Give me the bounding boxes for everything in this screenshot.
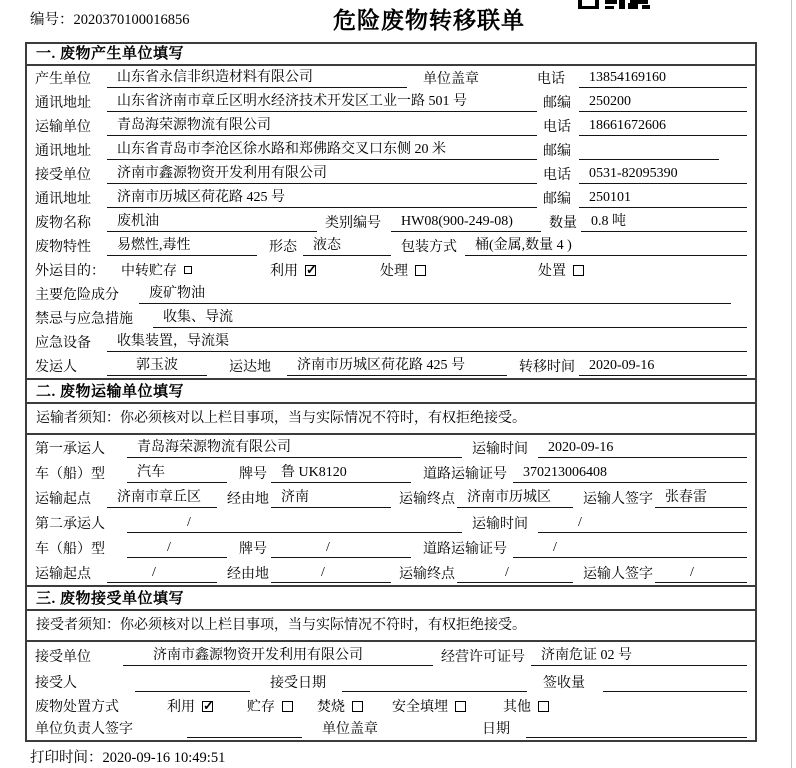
field-value: 济南市历城区: [457, 488, 573, 508]
field-label: 类别编号: [325, 216, 381, 231]
field-label: 第二承运人: [35, 516, 105, 532]
field-value: [526, 718, 747, 738]
checkbox-label: 处置: [538, 264, 566, 279]
row-vehicle-type-1: [27, 460, 755, 485]
serial-label: 编号：: [30, 12, 74, 28]
section3-header: 三. 废物接受单位填写: [27, 585, 755, 611]
field-value: /: [107, 563, 217, 583]
checkbox-label: 焚烧: [317, 700, 345, 715]
field-value: 废矿物油: [139, 284, 731, 304]
row-disposal-method: [27, 694, 755, 718]
purpose-option-utilize: [270, 260, 316, 280]
field-label: 运输人签字: [583, 566, 653, 582]
field-value: 山东省永信非织造材料有限公司: [107, 68, 407, 88]
row-transfer-purpose: [27, 258, 755, 282]
field-label: 数量: [549, 216, 577, 231]
field-value: /: [127, 513, 462, 533]
checkbox-label: 利用: [167, 700, 195, 715]
field-label: 主要危险成分: [35, 288, 119, 303]
print-time-label: 打印时间：: [30, 750, 103, 766]
field-value: 2020-09-16: [538, 438, 747, 458]
transfer-form-table: [25, 42, 757, 742]
field-value: /: [271, 538, 411, 558]
field-label: 第一承运人: [35, 441, 105, 457]
field-value: 济南市章丘区: [107, 488, 217, 508]
field-value: 废机油: [107, 212, 317, 232]
field-value: /: [513, 538, 747, 558]
field-label: 道路运输证号: [423, 466, 507, 482]
field-label: 经营许可证号: [441, 649, 525, 665]
field-label: 废物特性: [35, 240, 91, 255]
row-responsible-signature: [27, 718, 755, 738]
field-label: 形态: [269, 240, 297, 255]
transporter-notice: 运输者须知：你必须核对以上栏目事项，当与实际情况不符时，有权拒绝接受。: [27, 404, 755, 435]
page-edge-artifact: [791, 0, 792, 768]
print-time-value: 2020-09-16 10:49:51: [102, 750, 226, 766]
field-value: 0.8 吨: [581, 212, 747, 232]
field-value: 250200: [579, 92, 747, 112]
field-value: 13854169160: [579, 68, 747, 88]
field-label: 废物名称: [35, 216, 91, 231]
serial-value: 2020370100016856: [73, 12, 190, 28]
row-producer-address: [27, 90, 755, 114]
field-label: 运输起点: [35, 491, 91, 507]
field-value: 鲁 UK8120: [271, 463, 411, 483]
field-label: 单位盖章: [423, 72, 479, 87]
field-value: 汽车: [127, 463, 227, 483]
row-transport-address: [27, 138, 755, 162]
checkbox-label: 其他: [503, 700, 531, 715]
field-value: HW08(900-249-08): [391, 212, 541, 232]
purpose-option-dispose: [538, 260, 584, 280]
purpose-option-treat: [380, 260, 426, 280]
disposal-option-utilize: [167, 696, 213, 716]
field-label: 电话: [537, 72, 565, 87]
checkbox-unchecked-icon: [573, 265, 584, 276]
field-label: 通讯地址: [35, 144, 91, 159]
row-emergency-equipment: [27, 330, 755, 354]
field-label: 废物处置方式: [35, 700, 119, 715]
field-label: 车（船）型: [35, 466, 105, 482]
field-value: [187, 718, 302, 738]
field-label: 经由地: [227, 491, 269, 507]
row-first-carrier: [27, 435, 755, 460]
section1-header: 一. 废物产生单位填写: [27, 44, 755, 66]
field-label: 运输时间: [472, 516, 528, 532]
field-label: 应急设备: [35, 336, 91, 351]
row-hazard-component: [27, 282, 755, 306]
field-label: 车（船）型: [35, 541, 105, 557]
field-value: 济南市鑫源物资开发利用有限公司: [123, 646, 433, 666]
row-shipper: [27, 354, 755, 378]
row-route-1: [27, 485, 755, 510]
field-value: 济南: [271, 488, 391, 508]
field-value: 青岛海荣源物流有限公司: [127, 438, 462, 458]
field-label: 通讯地址: [35, 192, 91, 207]
field-value: /: [457, 563, 573, 583]
field-value: /: [271, 563, 391, 583]
field-label: 电话: [543, 168, 571, 183]
field-value: 液态: [303, 236, 391, 256]
field-label: 通讯地址: [35, 96, 91, 111]
field-value: 山东省青岛市李沧区徐水路和郑佛路交叉口东侧 20 米: [107, 140, 537, 160]
field-label: 邮编: [543, 96, 571, 111]
row-receiver-unit: [27, 162, 755, 186]
field-value: 250101: [579, 188, 747, 208]
field-label: 发运人: [35, 360, 77, 375]
row-vehicle-type-2: [27, 535, 755, 560]
disposal-option-landfill: [392, 696, 466, 716]
row-producer-unit: [27, 66, 755, 90]
checkbox-label: 利用: [270, 264, 298, 279]
field-label: 运输终点: [399, 566, 455, 582]
field-value: 济南危证 02 号: [531, 646, 747, 666]
checkbox-unchecked-icon: [352, 701, 363, 712]
field-value: 青岛海荣源物流有限公司: [107, 116, 537, 136]
checkbox-checked-icon: [202, 701, 213, 712]
field-label: 运达地: [229, 360, 271, 375]
field-label: 产生单位: [35, 72, 91, 87]
field-label: 运输人签字: [583, 491, 653, 507]
checkbox-label: 中转贮存: [121, 264, 177, 279]
checkbox-label: 安全填埋: [392, 700, 448, 715]
field-label: 运输单位: [35, 120, 91, 135]
field-value: 山东省济南市章丘区明水经济技术开发区工业一路 501 号: [107, 92, 537, 112]
field-label: 禁忌与应急措施: [35, 312, 133, 327]
row-second-carrier: [27, 510, 755, 535]
row-route-2: [27, 560, 755, 585]
receiver-notice: 接受者须知：你必须核对以上栏目事项，当与实际情况不符时，有权拒绝接受。: [27, 611, 755, 642]
field-value: 济南市鑫源物资开发利用有限公司: [107, 164, 537, 184]
checkbox-unchecked-icon: [415, 265, 426, 276]
checkbox-checked-icon: [305, 265, 316, 276]
field-label: 外运目的：: [35, 264, 105, 279]
field-label: 单位盖章: [322, 722, 378, 737]
qr-code-fragment-icon: [578, 0, 654, 9]
field-label: 运输起点: [35, 566, 91, 582]
field-label: 牌号: [239, 541, 267, 557]
row-transport-unit: [27, 114, 755, 138]
field-label: 接受人: [35, 675, 77, 691]
row-receive-unit: [27, 642, 755, 669]
field-label: 接受单位: [35, 649, 91, 665]
checkbox-label: 处理: [380, 264, 408, 279]
field-value: /: [127, 538, 227, 558]
field-value: 2020-09-16: [579, 356, 747, 376]
field-label: 包装方式: [401, 240, 457, 255]
disposal-option-other: [503, 696, 549, 716]
checkbox-unchecked-icon: [282, 701, 293, 712]
field-value: [579, 140, 719, 160]
field-label: 运输终点: [399, 491, 455, 507]
checkbox-label: 贮存: [247, 700, 275, 715]
field-label: 邮编: [543, 144, 571, 159]
field-label: 单位负责人签字: [35, 722, 133, 737]
section2-header: 二. 废物运输单位填写: [27, 378, 755, 404]
page-title: 危险废物转移联单: [333, 8, 525, 33]
field-value: /: [538, 513, 747, 533]
field-value: 张春雷: [655, 488, 747, 508]
serial-number: [30, 8, 190, 29]
field-value: 370213006408: [513, 463, 747, 483]
field-value: 18661672606: [579, 116, 747, 136]
field-label: 接受日期: [270, 675, 326, 691]
field-value: 收集、导流: [153, 308, 747, 328]
row-waste-property: [27, 234, 755, 258]
field-value: 郭玉波: [107, 356, 207, 376]
field-value: [135, 672, 250, 692]
field-value: 收集装置，导流渠: [107, 332, 747, 352]
row-receiver-person: [27, 669, 755, 694]
row-receiver-address: [27, 186, 755, 210]
purpose-option-transit-storage: [121, 260, 192, 280]
field-label: 签收量: [543, 675, 585, 691]
field-value: /: [655, 563, 747, 583]
row-emergency-measures: [27, 306, 755, 330]
checkbox-unchecked-icon: [538, 701, 549, 712]
field-label: 道路运输证号: [423, 541, 507, 557]
field-label: 转移时间: [519, 360, 575, 375]
field-value: 桶(金属,数量 4 ): [465, 236, 747, 256]
field-label: 牌号: [239, 466, 267, 482]
field-value: 济南市历城区荷花路 425 号: [287, 356, 507, 376]
field-value: [603, 672, 747, 692]
field-value: 易燃性,毒性: [107, 236, 257, 256]
field-label: 经由地: [227, 566, 269, 582]
checkbox-unchecked-icon: [184, 266, 192, 274]
field-label: 邮编: [543, 192, 571, 207]
field-value: 济南市历城区荷花路 425 号: [107, 188, 537, 208]
checkbox-unchecked-icon: [455, 701, 466, 712]
field-label: 日期: [482, 722, 510, 737]
field-label: 接受单位: [35, 168, 91, 183]
field-label: 运输时间: [472, 441, 528, 457]
field-value: [342, 672, 527, 692]
field-label: 电话: [543, 120, 571, 135]
disposal-option-storage: [247, 696, 293, 716]
row-waste-name: [27, 210, 755, 234]
field-value: 0531-82095390: [579, 164, 747, 184]
print-time: [30, 746, 225, 767]
disposal-option-incinerate: [317, 696, 363, 716]
